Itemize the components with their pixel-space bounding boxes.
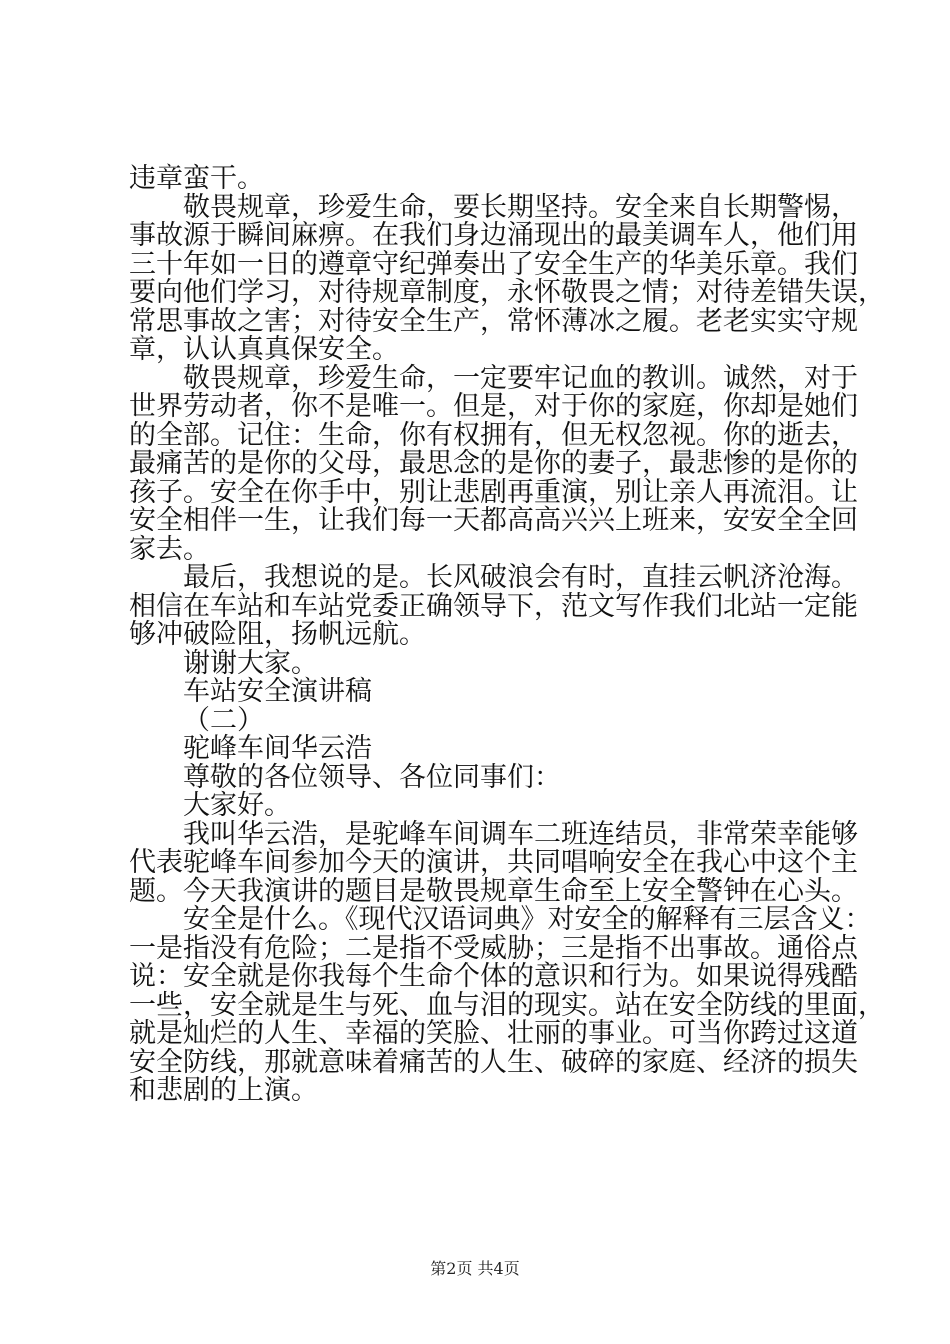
- text-line: 安全相伴一生，让我们每一天都高高兴兴上班来，安安全全回: [129, 505, 858, 536]
- text-line: （二）: [183, 704, 264, 736]
- text-line: 一些，安全就是生与死、血与泪的现实。站在安全防线的里面，: [129, 989, 885, 1021]
- text-line: 事故源于瞬间麻痹。在我们身边涌现出的最美调车人，他们用: [129, 220, 858, 251]
- text-line: 我叫华云浩，是驼峰车间调车二班连结员，非常荣幸能够: [183, 818, 858, 850]
- text-line: 驼峰车间华云浩: [183, 733, 372, 764]
- text-line: 世界劳动者，你不是唯一。但是，对于你的家庭，你却是她们: [129, 391, 858, 422]
- text-line: 三十年如一日的遵章守纪弹奏出了安全生产的华美乐章。我们: [129, 248, 858, 280]
- text-line: 的全部。记住：生命，你有权拥有，但无权忽视。你的逝去，: [129, 419, 858, 451]
- text-line: 安全是什么。《现代汉语词典》对安全的解释有三层含义：: [183, 904, 872, 935]
- text-line: 章，认认真真保安全。: [129, 334, 399, 365]
- body-text: [129, 163, 885, 1106]
- text-line: 代表驼峰车间参加今天的演讲，共同唱响安全在我心中这个主: [129, 847, 858, 878]
- text-line: 最痛苦的是你的父母，最思念的是你的妻子，最悲惨的是你的: [129, 448, 858, 479]
- text-line: 题。今天我演讲的题目是敬畏规章生命至上安全警钟在心头。: [129, 875, 858, 907]
- text-line: 常思事故之害；对待安全生产，常怀薄冰之履。老老实实守规: [129, 305, 858, 337]
- text-line: 说：安全就是你我每个生命个体的意识和行为。如果说得残酷: [129, 961, 858, 992]
- text-line: 违章蛮干。: [129, 163, 264, 194]
- text-line: 谢谢大家。: [183, 647, 318, 679]
- text-line: 尊敬的各位领导、各位同事们：: [183, 761, 561, 793]
- text-line: 最后，我想说的是。长风破浪会有时，直挂云帆济沧海。: [183, 562, 858, 593]
- text-line: 孩子。安全在你手中，别让悲剧再重演，别让亲人再流泪。让: [129, 476, 858, 508]
- text-line: 够冲破险阻，扬帆远航。: [129, 619, 426, 650]
- text-line: 敬畏规章，珍爱生命，要长期坚持。安全来自长期警惕，: [183, 191, 858, 223]
- page-footer: 第2页 共4页: [430, 1259, 520, 1278]
- text-line: 就是灿烂的人生、幸福的笑脸、壮丽的事业。可当你跨过这道: [129, 1018, 858, 1049]
- text-line: 家去。: [129, 533, 210, 565]
- text-line: 一是指没有危险；二是指不受威胁；三是指不出事故。通俗点: [129, 932, 858, 964]
- text-line: 相信在车站和车站党委正确领导下，范文写作我们北站一定能: [129, 590, 858, 622]
- text-line: 车站安全演讲稿: [183, 676, 372, 707]
- text-line: 敬畏规章，珍爱生命，一定要牢记血的教训。诚然，对于: [183, 362, 858, 394]
- text-line: 和悲剧的上演。: [129, 1075, 318, 1106]
- text-line: 安全防线，那就意味着痛苦的人生、破碎的家庭、经济的损失: [129, 1046, 858, 1078]
- text-line: 大家好。: [183, 790, 291, 821]
- text-line: 要向他们学习，对待规章制度，永怀敬畏之情；对待差错失误，: [129, 277, 885, 308]
